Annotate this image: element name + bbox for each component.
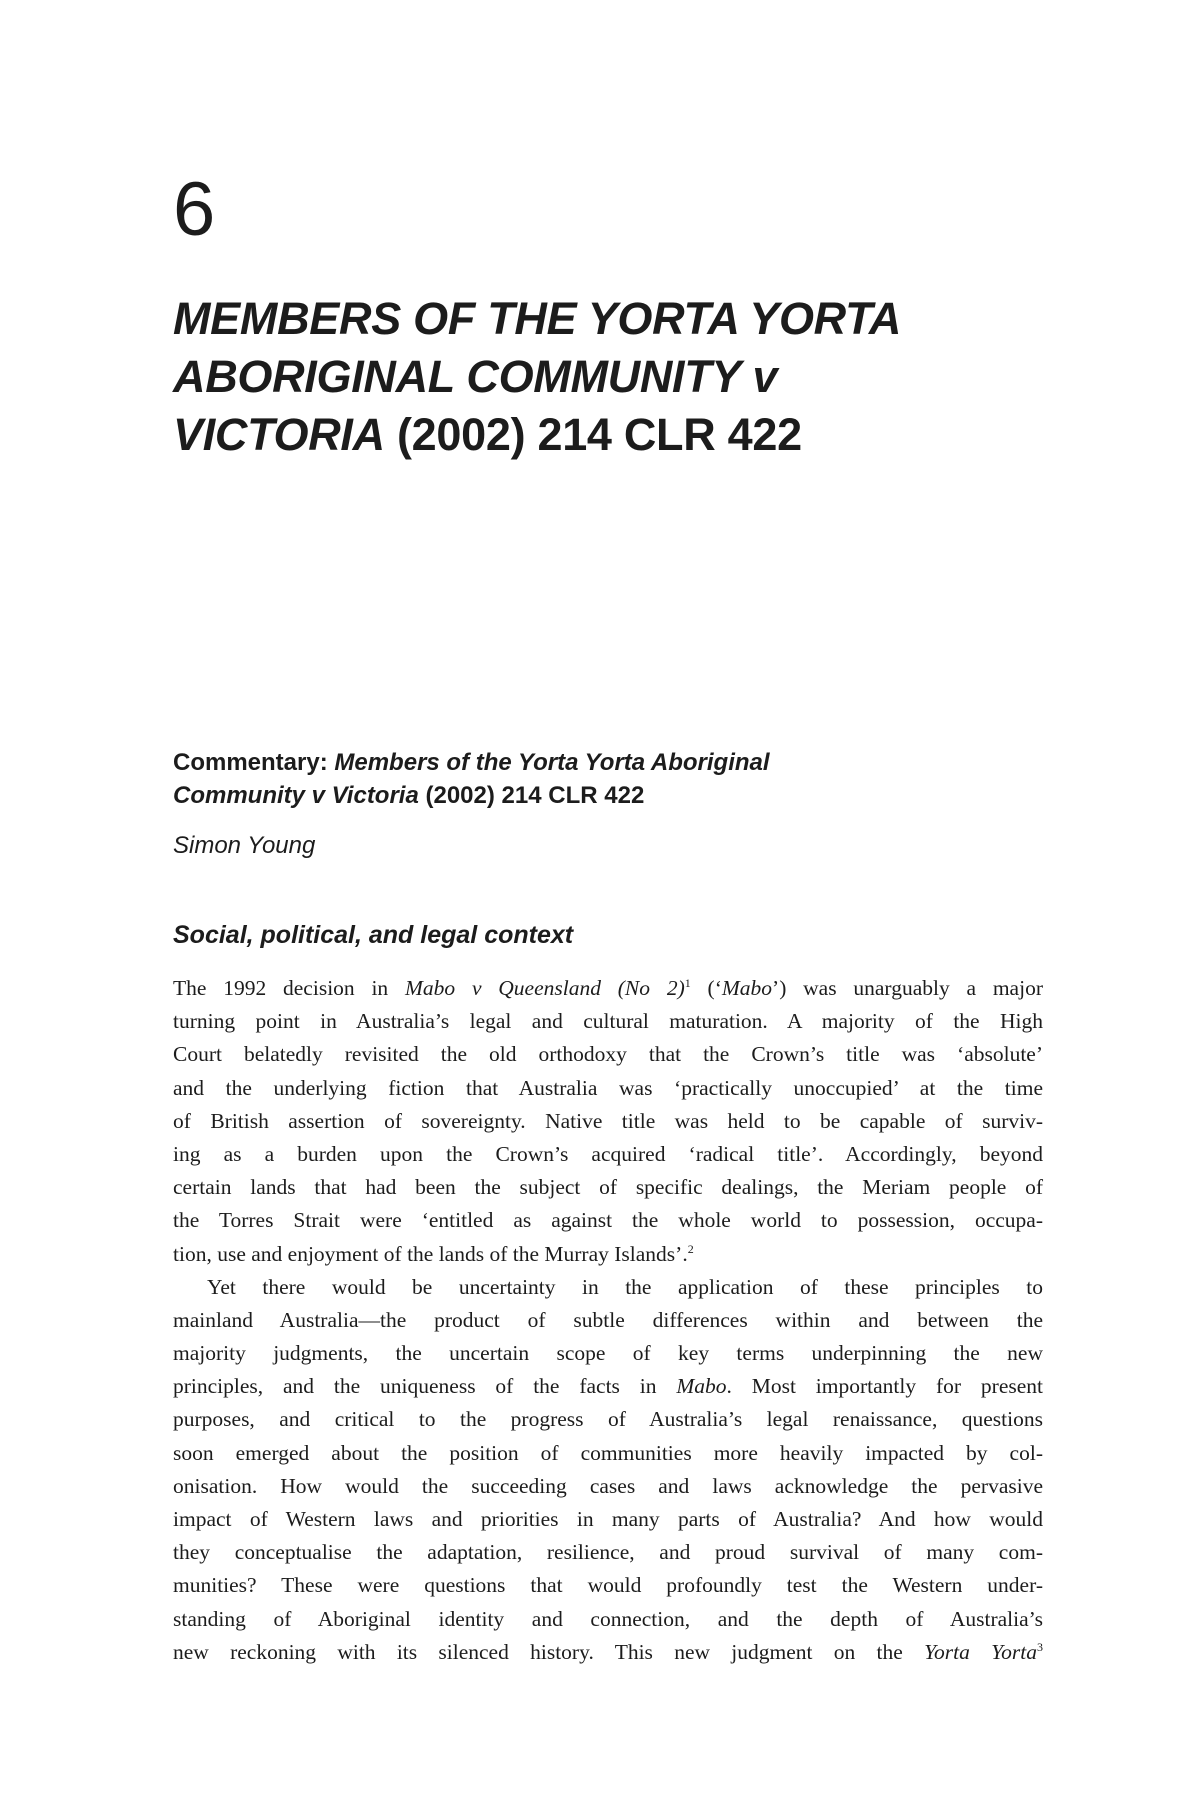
- body-text-run: mainland Australia—the product of subtle differences within and between the: [173, 1307, 1043, 1332]
- body-text-run: turning point in Australia’s legal and cultural maturation. A majority of the High: [173, 1009, 1043, 1034]
- body-text-run: principles, and the uniqueness of the facts in: [173, 1374, 677, 1399]
- commentary-heading: [173, 746, 1043, 812]
- body-text-run: (‘: [690, 976, 722, 1000]
- body-text-run: onisation. How would the succeeding cases and laws acknowledge the pervasive: [173, 1473, 1043, 1498]
- footnote-ref: 1: [684, 975, 691, 990]
- body-text-run: new reckoning with its silenced history. This new judgment on the: [173, 1639, 925, 1664]
- body-text-run: ’) was unarguably a major: [772, 976, 1043, 1000]
- body-line: [173, 1337, 1043, 1370]
- body-text-run: . Most importantly for present: [726, 1374, 1043, 1399]
- body-text-run: munities? These were questions that would profoundly test the Western under-: [173, 1573, 1043, 1598]
- footnote-ref: 3: [1037, 1639, 1043, 1654]
- body-line: [173, 972, 1043, 1005]
- body-line: [173, 1403, 1043, 1436]
- body-line: [173, 1636, 1043, 1669]
- body-line: [173, 1603, 1043, 1636]
- body-line: [173, 1470, 1043, 1503]
- body-text-run: certain lands that had been the subject of specific dealings, the Meriam people of: [173, 1175, 1043, 1200]
- body-text-run: tion, use and enjoyment of the lands of the Murray Islands’.: [173, 1241, 688, 1266]
- body-line: [173, 1138, 1043, 1171]
- body-italic-text: Yorta Yorta: [924, 1639, 1037, 1664]
- body-text-run: Court belatedly revisited the old orthodoxy that the Crown’s title was ‘absolute’: [173, 1042, 1043, 1067]
- body-line: [173, 1204, 1043, 1237]
- body-text-run: soon emerged about the position of communities more heavily impacted by col-: [173, 1440, 1043, 1465]
- body-italic-text: Mabo: [676, 1374, 727, 1399]
- body-line: [173, 1005, 1043, 1038]
- body-italic-text: Mabo: [721, 976, 773, 1000]
- body-text-run: of British assertion of sovereignty. Native title was held to be capable of surviv-: [173, 1108, 1043, 1133]
- commentary-heading-line: Community v Victoria (2002) 214 CLR 422: [173, 782, 645, 809]
- body-text-run: Yet there would be uncertainty in the application of these principles to: [207, 1274, 1043, 1299]
- body-line: [173, 1038, 1043, 1071]
- body-text-run: ing as a burden upon the Crown’s acquired ‘radical title’. Accordingly, beyond: [173, 1141, 1043, 1166]
- chapter-title: [173, 290, 1043, 464]
- commentary-heading-line: Commentary: Members of the Yorta Yorta Aboriginal: [173, 749, 770, 776]
- body-italic-text: Mabo v Queensland (No 2): [404, 976, 685, 1000]
- body-line: [173, 1105, 1043, 1138]
- body-line: [173, 1536, 1043, 1569]
- body-line: [173, 1171, 1043, 1204]
- body-line: [173, 1271, 1043, 1304]
- chapter-title-line: MEMBERS OF THE YORTA YORTA: [173, 293, 902, 344]
- author-name: Simon Young: [173, 832, 316, 859]
- body-text-run: The 1992 decision in: [173, 976, 405, 1000]
- section-heading: Social, political, and legal context: [173, 921, 574, 949]
- body-text-run: purposes, and critical to the progress of Australia’s legal renaissance, questions: [173, 1407, 1043, 1432]
- body-line: [173, 1238, 1043, 1271]
- body-line: [173, 1304, 1043, 1337]
- body-line: [173, 1569, 1043, 1602]
- document-page: [173, 0, 1043, 1800]
- body-text-run: and the underlying fiction that Australia was ‘practically unoccupied’ at the time: [173, 1075, 1043, 1100]
- body-text-run: they conceptualise the adaptation, resilience, and proud survival of many com-: [173, 1540, 1043, 1565]
- chapter-title-line: ABORIGINAL COMMUNITY v: [173, 351, 778, 402]
- body-text-run: standing of Aboriginal identity and connection, and the depth of Australia’s: [173, 1606, 1043, 1631]
- footnote-ref: 2: [687, 1241, 694, 1256]
- body-line: [173, 1072, 1043, 1105]
- body-line: [173, 1503, 1043, 1536]
- body-text-run: majority judgments, the uncertain scope of key terms underpinning the new: [173, 1341, 1043, 1366]
- body-text-run: impact of Western laws and priorities in many parts of Australia? And how would: [173, 1507, 1043, 1531]
- body-line: [173, 1370, 1043, 1403]
- body-text-run: the Torres Strait were ‘entitled as against the whole world to possession, occupa-: [173, 1208, 1043, 1233]
- chapter-number: 6: [173, 167, 216, 252]
- body-line: [173, 1437, 1043, 1470]
- chapter-title-line: VICTORIA (2002) 214 CLR 422: [173, 409, 802, 460]
- body-text: [173, 972, 1043, 1669]
